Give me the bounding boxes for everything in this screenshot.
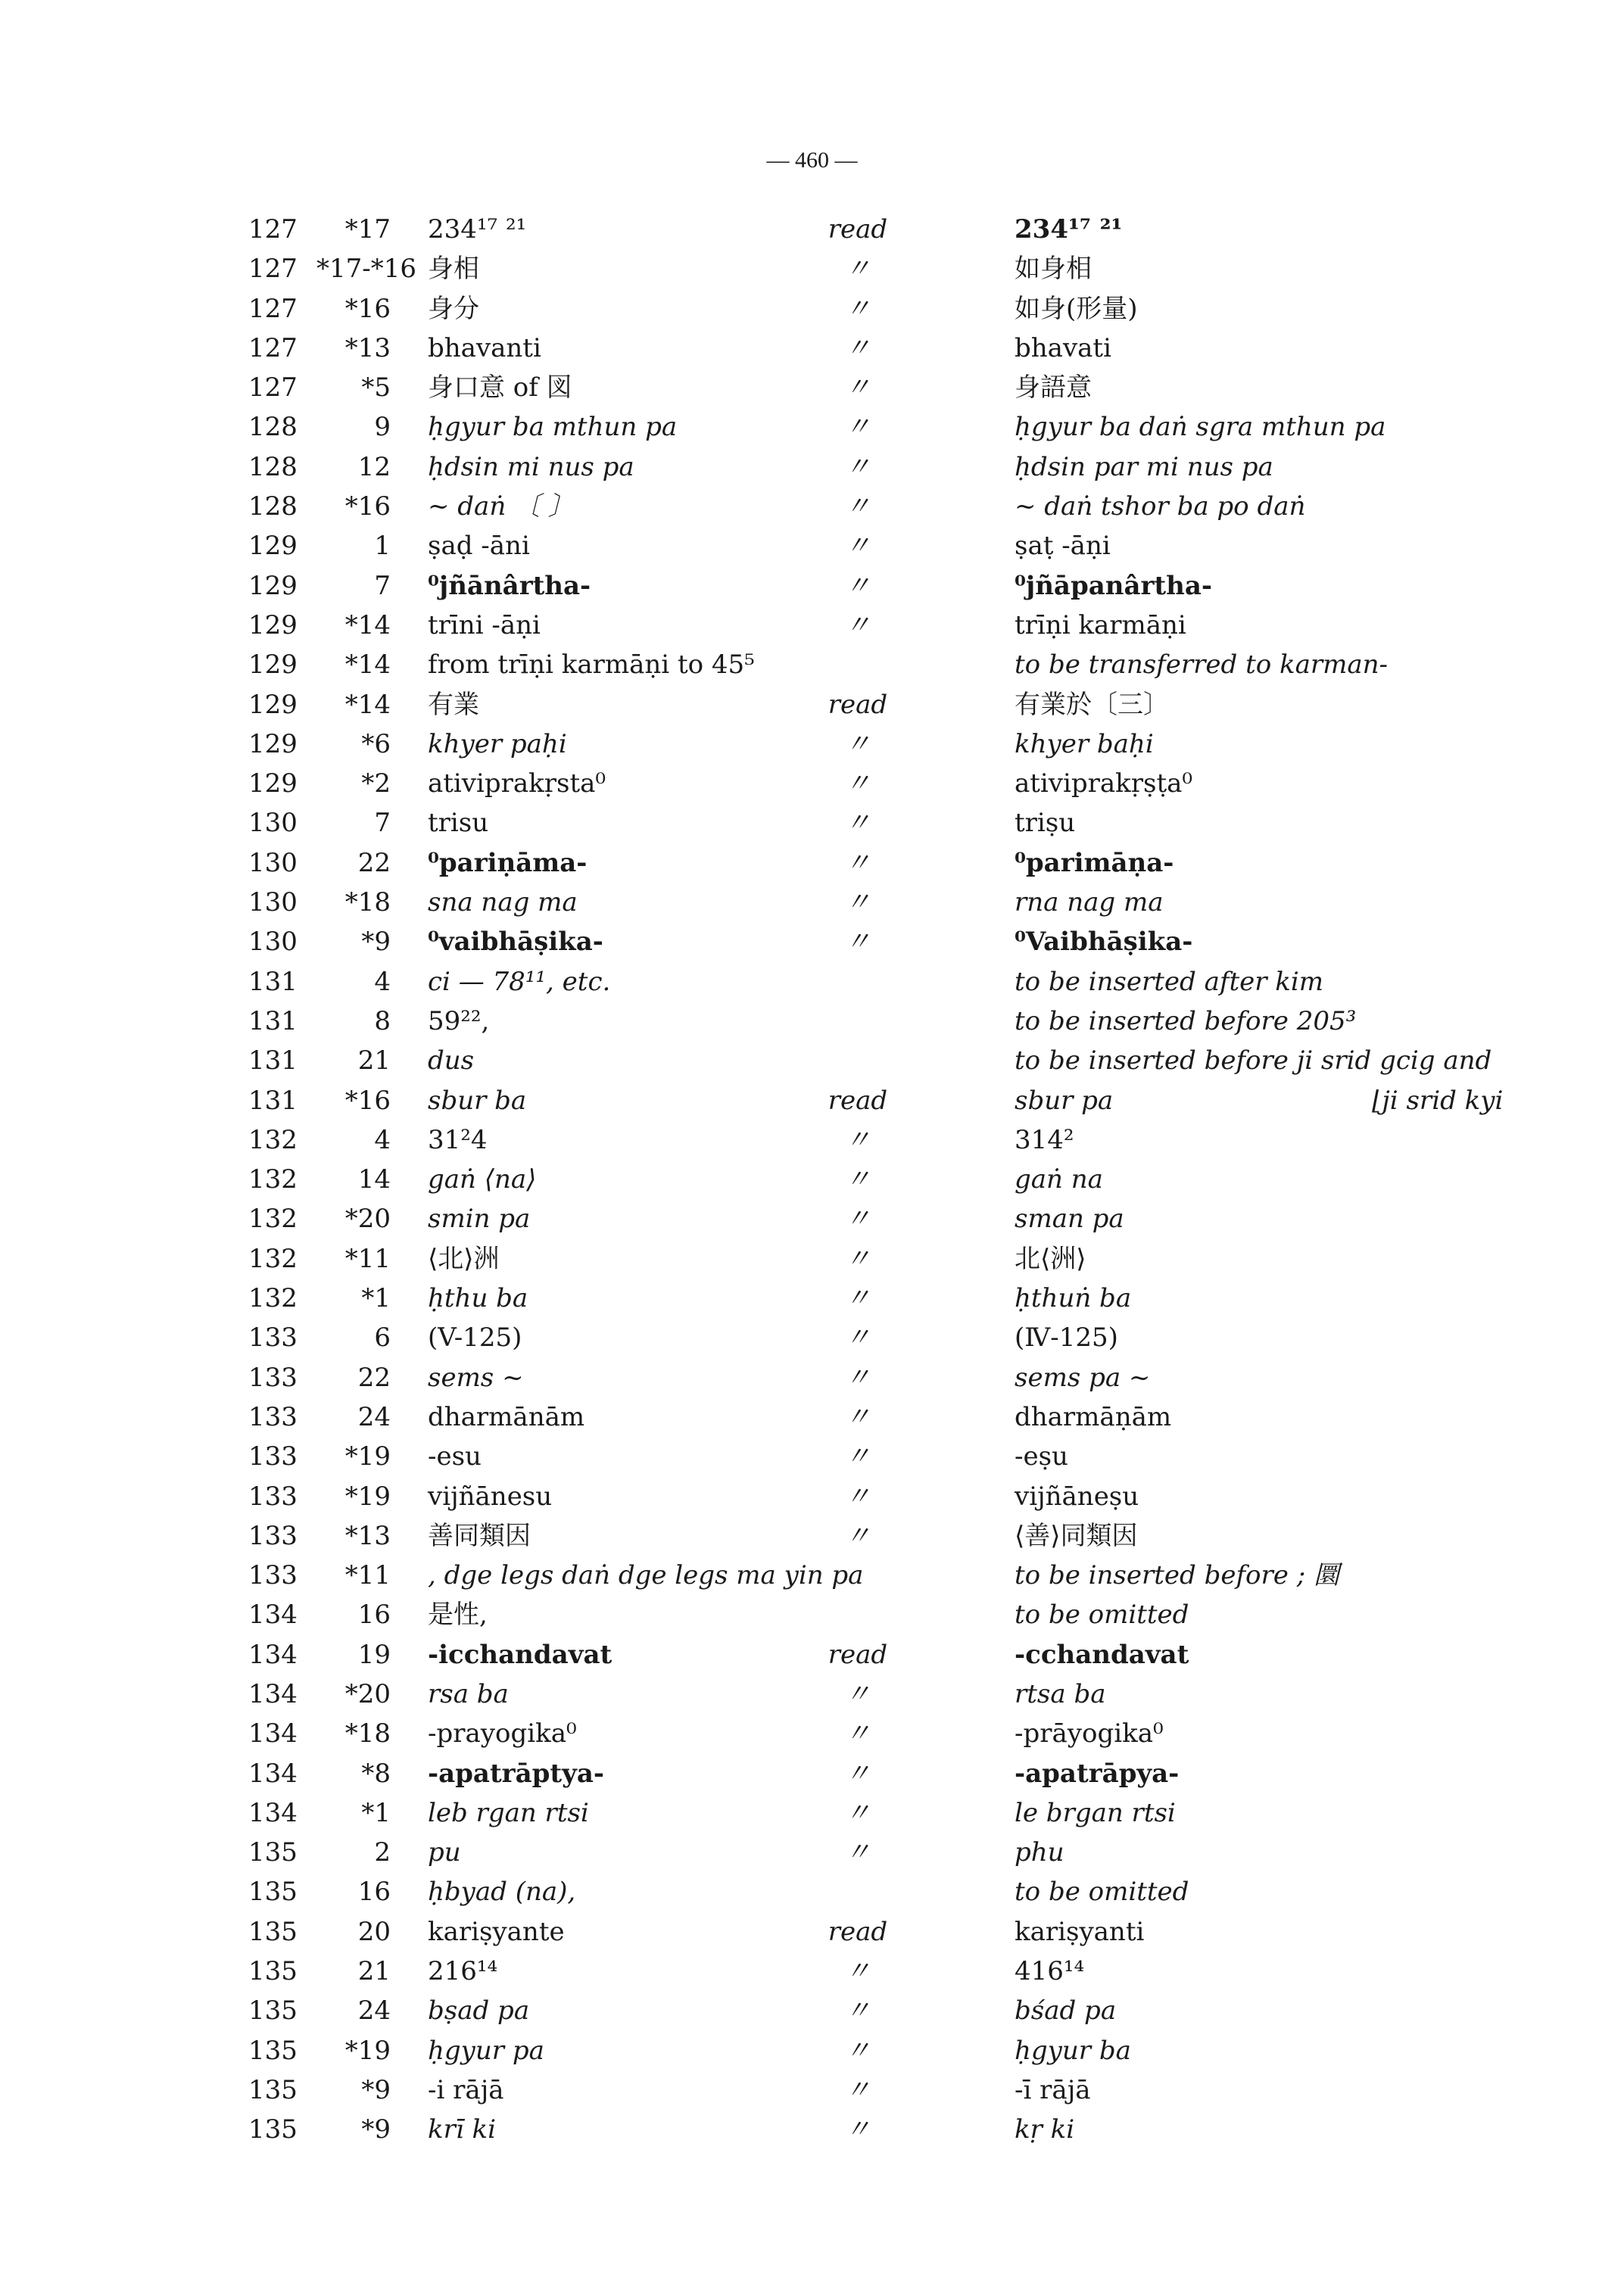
table-row: [0, 1160, 1624, 1199]
line-ref: *16: [344, 293, 391, 324]
wrong-text: krī ki: [428, 2114, 497, 2145]
correct-text: gaṅ na: [1015, 1164, 1103, 1195]
correct-text: to be inserted after kim: [1015, 966, 1323, 997]
line-ref: *2: [361, 768, 391, 799]
line-ref: *1: [361, 1283, 391, 1314]
page-ref: 128: [248, 412, 298, 443]
line-ref: *6: [361, 728, 391, 759]
correct-text: ativiprakṛṣṭa⁰: [1015, 768, 1193, 799]
page-ref: 134: [248, 1797, 298, 1828]
page-number: — 460 —: [766, 148, 858, 173]
wrong-text: ⁰jñānârtha-: [428, 570, 591, 601]
read-marker: 〃: [845, 2035, 871, 2066]
page-ref: 127: [248, 372, 298, 403]
wrong-text: bṣad pa: [428, 1995, 530, 2027]
read-marker: 〃: [845, 2074, 871, 2105]
read-marker: 〃: [845, 808, 871, 839]
table-row: [0, 606, 1624, 645]
table-row: [0, 1833, 1624, 1872]
read-marker: 〃: [845, 570, 871, 601]
wrong-text: ṣaḍ -āni: [428, 531, 530, 562]
page-ref: 135: [248, 1916, 298, 1947]
table-row: [0, 1002, 1624, 1041]
page-ref: 129: [248, 650, 298, 681]
read-marker: read: [828, 1639, 888, 1670]
page-ref: 129: [248, 609, 298, 640]
wrong-text: smin pa: [428, 1204, 531, 1235]
page-ref: 135: [248, 1956, 298, 1987]
line-ref: 21: [357, 1956, 391, 1987]
correct-text: trīṇi karmāṇi: [1015, 609, 1186, 640]
wrong-text: from trīṇi karmāṇi to 45⁵: [428, 650, 755, 681]
correct-text: ⁰parimāṇa-: [1015, 847, 1174, 878]
correct-text: le brgan rtsi: [1015, 1797, 1176, 1828]
table-row: [0, 210, 1624, 249]
correct-text: ṣaṭ -āṇi: [1015, 531, 1111, 562]
page-ref: 132: [248, 1243, 298, 1274]
wrong-text: sna nag ma: [428, 887, 578, 918]
line-ref: 16: [357, 1600, 391, 1631]
page-ref: 133: [248, 1401, 298, 1432]
page-ref: 131: [248, 1085, 298, 1116]
page-ref: 130: [248, 927, 298, 958]
line-ref: 19: [357, 1639, 391, 1670]
continuation-note: ⌊ji srid kyi: [1372, 1085, 1504, 1116]
page-ref: 132: [248, 1164, 298, 1195]
table-row: [0, 1556, 1624, 1595]
read-marker: 〃: [845, 531, 871, 562]
table-row: [0, 685, 1624, 724]
correct-text: to be inserted before ji srid gcig and: [1015, 1045, 1492, 1076]
line-ref: *16: [344, 1085, 391, 1116]
read-marker: 〃: [845, 887, 871, 918]
line-ref: 22: [357, 1362, 391, 1393]
correct-text: ḥthuṅ ba: [1015, 1283, 1132, 1314]
table-row: [0, 645, 1624, 684]
read-marker: 〃: [845, 491, 871, 522]
wrong-text: ⁰pariṇāma-: [428, 847, 588, 878]
line-ref: *9: [361, 2114, 391, 2145]
correct-text: 身語意: [1015, 372, 1092, 403]
line-ref: 14: [357, 1164, 391, 1195]
table-row: [0, 1991, 1624, 2030]
wrong-text: dharmānām: [428, 1401, 585, 1432]
read-marker: 〃: [845, 254, 871, 285]
page-ref: 129: [248, 728, 298, 759]
read-marker: 〃: [845, 1797, 871, 1828]
table-row: [0, 1279, 1624, 1318]
correct-text: rtsa ba: [1015, 1678, 1106, 1709]
wrong-text: khyer paḥi: [428, 728, 567, 759]
table-row: [0, 1675, 1624, 1714]
read-marker: 〃: [845, 847, 871, 878]
page-ref: 129: [248, 768, 298, 799]
table-row: [0, 1041, 1624, 1080]
table-row: [0, 407, 1624, 447]
read-marker: 〃: [845, 609, 871, 640]
read-marker: 〃: [845, 1678, 871, 1709]
line-ref: 4: [374, 966, 391, 997]
wrong-text: 59²²,: [428, 1005, 490, 1036]
correct-text: to be inserted before ; 圜: [1015, 1560, 1339, 1591]
line-ref: 24: [357, 1401, 391, 1432]
correct-text: 314²: [1015, 1124, 1074, 1155]
page-ref: 127: [248, 214, 298, 245]
page-ref: 129: [248, 689, 298, 720]
read-marker: 〃: [845, 1837, 871, 1868]
page-ref: 131: [248, 1045, 298, 1076]
wrong-text: ḥgyur ba mthun pa: [428, 412, 678, 443]
correct-text: 有業於〔三〕: [1015, 689, 1169, 720]
read-marker: 〃: [845, 1204, 871, 1235]
page-ref: 127: [248, 332, 298, 363]
correct-text: -apatrāpya-: [1015, 1758, 1180, 1789]
line-ref: *14: [344, 609, 391, 640]
line-ref: *13: [344, 1520, 391, 1551]
table-row: [0, 1477, 1624, 1516]
line-ref: *20: [344, 1204, 391, 1235]
wrong-text: (V-125): [428, 1323, 522, 1354]
page-ref: 131: [248, 1005, 298, 1036]
page-ref: 134: [248, 1718, 298, 1749]
table-row: [0, 1516, 1624, 1556]
page-ref: 131: [248, 966, 298, 997]
table-row: [0, 764, 1624, 803]
table-row: [0, 922, 1624, 961]
page-ref: 129: [248, 531, 298, 562]
wrong-text: gaṅ ⟨na⟩: [428, 1164, 537, 1195]
table-row: [0, 1239, 1624, 1279]
table-row: [0, 329, 1624, 368]
page-ref: 135: [248, 1877, 298, 1908]
line-ref: 7: [374, 808, 391, 839]
table-row: [0, 526, 1624, 565]
correct-text: rna nag ma: [1015, 887, 1164, 918]
wrong-text: ci — 78¹¹, etc.: [428, 966, 611, 997]
line-ref: 8: [374, 1005, 391, 1036]
wrong-text: 31²4: [428, 1124, 488, 1155]
read-marker: 〃: [845, 1362, 871, 1393]
page-ref: 134: [248, 1639, 298, 1670]
table-row: [0, 1595, 1624, 1634]
page-ref: 133: [248, 1481, 298, 1512]
correct-text: bhavati: [1015, 332, 1111, 363]
table-row: [0, 1199, 1624, 1238]
wrong-text: 身分: [428, 293, 479, 324]
read-marker: 〃: [845, 1441, 871, 1472]
correct-text: to be omitted: [1015, 1600, 1189, 1631]
read-marker: 〃: [845, 1243, 871, 1274]
correct-text: phu: [1015, 1837, 1064, 1868]
correct-text: kṛ ki: [1015, 2114, 1075, 2145]
correct-text: ḥgyur ba: [1015, 2035, 1131, 2066]
wrong-text: -icchandavat: [428, 1639, 613, 1670]
read-marker: 〃: [845, 372, 871, 403]
correct-text: triṣu: [1015, 808, 1076, 839]
wrong-text: ⟨北⟩洲: [428, 1243, 500, 1274]
wrong-text: kariṣyante: [428, 1916, 565, 1947]
read-marker: 〃: [845, 1124, 871, 1155]
line-ref: *9: [361, 927, 391, 958]
wrong-text: ḥbyad (na),: [428, 1877, 576, 1908]
table-row: [0, 1397, 1624, 1437]
line-ref: *16: [344, 491, 391, 522]
wrong-text: vijñānesu: [428, 1481, 553, 1512]
table-row: [0, 962, 1624, 1002]
line-ref: 2: [374, 1837, 391, 1868]
page-ref: 132: [248, 1204, 298, 1235]
wrong-text: ḥgyur pa: [428, 2035, 544, 2066]
page-ref: 133: [248, 1323, 298, 1354]
wrong-text: pu: [428, 1837, 461, 1868]
table-row: [0, 566, 1624, 606]
wrong-text: 216¹⁴: [428, 1956, 498, 1987]
line-ref: *5: [361, 372, 391, 403]
line-ref: 16: [357, 1877, 391, 1908]
correct-text: ḥdsin par mi nus pa: [1015, 451, 1273, 482]
table-row: [0, 487, 1624, 526]
correct-text: (Ⅳ-125): [1015, 1323, 1118, 1354]
read-marker: 〃: [845, 1323, 871, 1354]
correct-text: ⁰Vaibhāṣika-: [1015, 927, 1193, 958]
read-marker: read: [828, 689, 888, 720]
correct-text: bśad pa: [1015, 1995, 1117, 2027]
table-row: [0, 724, 1624, 764]
table-row: [0, 1437, 1624, 1476]
page-ref: 134: [248, 1758, 298, 1789]
line-ref: *13: [344, 332, 391, 363]
table-row: [0, 803, 1624, 843]
page-ref: 128: [248, 451, 298, 482]
table-row: [0, 843, 1624, 883]
read-marker: 〃: [845, 1718, 871, 1749]
line-ref: *18: [344, 887, 391, 918]
page-ref: 133: [248, 1362, 298, 1393]
page-ref: 135: [248, 1995, 298, 2027]
page-ref: 135: [248, 2035, 298, 2066]
table-row: [0, 1872, 1624, 1911]
line-ref: 21: [357, 1045, 391, 1076]
table-row: [0, 1318, 1624, 1357]
table-row: [0, 1952, 1624, 1991]
page-ref: 130: [248, 808, 298, 839]
wrong-text: 身口意 of 図: [428, 372, 572, 403]
correct-text: dharmāṇām: [1015, 1401, 1172, 1432]
wrong-text: -prayogika⁰: [428, 1718, 577, 1749]
wrong-text: trisu: [428, 808, 489, 839]
line-ref: 12: [357, 451, 391, 482]
line-ref: 24: [357, 1995, 391, 2027]
read-marker: 〃: [845, 1283, 871, 1314]
table-row: [0, 249, 1624, 288]
line-ref: *19: [344, 1481, 391, 1512]
line-ref: 20: [357, 1916, 391, 1947]
page-ref: 135: [248, 2074, 298, 2105]
table-row: [0, 289, 1624, 329]
wrong-text: ~ daṅ 〔 〕: [428, 491, 574, 522]
wrong-text: dus: [428, 1045, 475, 1076]
correct-text: khyer baḥi: [1015, 728, 1154, 759]
correct-text: 北⟨洲⟩: [1015, 1243, 1086, 1274]
wrong-text: 有業: [428, 689, 479, 720]
wrong-text: -i rājā: [428, 2074, 504, 2105]
line-ref: 7: [374, 570, 391, 601]
line-ref: *8: [361, 1758, 391, 1789]
line-ref: *19: [344, 1441, 391, 1472]
correct-text: 234¹⁷ ²¹: [1015, 214, 1123, 245]
correct-text: sman pa: [1015, 1204, 1124, 1235]
correct-text: -ī rājā: [1015, 2074, 1091, 2105]
wrong-text: ⁰vaibhāṣika-: [428, 927, 603, 958]
read-marker: read: [828, 1085, 888, 1116]
table-row: [0, 1714, 1624, 1753]
read-marker: 〃: [845, 451, 871, 482]
wrong-text: bhavanti: [428, 332, 541, 363]
table-row: [0, 1081, 1624, 1120]
line-ref: *17-*16: [316, 254, 417, 285]
line-ref: 9: [374, 412, 391, 443]
page-ref: 133: [248, 1560, 298, 1591]
correct-text: ḥgyur ba daṅ sgra mthun pa: [1015, 412, 1386, 443]
page-ref: 134: [248, 1678, 298, 1709]
line-ref: *1: [361, 1797, 391, 1828]
wrong-text: 是性,: [428, 1600, 488, 1631]
read-marker: read: [828, 1916, 888, 1947]
line-ref: *17: [344, 214, 391, 245]
wrong-text: leb rgan rtsi: [428, 1797, 589, 1828]
correct-text: to be omitted: [1015, 1877, 1189, 1908]
line-ref: 6: [374, 1323, 391, 1354]
correct-text: sems pa ~: [1015, 1362, 1151, 1393]
correct-text: ⁰jñāpanârtha-: [1015, 570, 1212, 601]
correct-text: ⟨善⟩同類因: [1015, 1520, 1138, 1551]
table-row: [0, 1635, 1624, 1675]
page-ref: 132: [248, 1124, 298, 1155]
wrong-text: ḥthu ba: [428, 1283, 528, 1314]
table-row: [0, 447, 1624, 487]
read-marker: 〃: [845, 1758, 871, 1789]
table-row: [0, 368, 1624, 407]
table-row: [0, 883, 1624, 922]
page-ref: 129: [248, 570, 298, 601]
page-ref: 133: [248, 1441, 298, 1472]
read-marker: 〃: [845, 768, 871, 799]
correct-text: to be transferred to karman-: [1015, 650, 1389, 681]
read-marker: 〃: [845, 412, 871, 443]
read-marker: 〃: [845, 1520, 871, 1551]
table-row: [0, 1120, 1624, 1160]
page-ref: 135: [248, 1837, 298, 1868]
wrong-text: trīni -āṇi: [428, 609, 541, 640]
line-ref: *11: [344, 1560, 391, 1591]
correct-text: -prāyogika⁰: [1015, 1718, 1164, 1749]
line-ref: *11: [344, 1243, 391, 1274]
line-ref: *9: [361, 2074, 391, 2105]
line-ref: *19: [344, 2035, 391, 2066]
read-marker: 〃: [845, 1164, 871, 1195]
correct-text: sbur pa: [1015, 1085, 1114, 1116]
correct-text: vijñāneṣu: [1015, 1481, 1139, 1512]
read-marker: 〃: [845, 1956, 871, 1987]
correct-text: -cchandavat: [1015, 1639, 1189, 1670]
wrong-text: , dge legs daṅ dge legs ma yin pa: [428, 1560, 864, 1591]
wrong-text: -esu: [428, 1441, 482, 1472]
page-ref: 127: [248, 254, 298, 285]
page-ref: 130: [248, 847, 298, 878]
page-ref: 127: [248, 293, 298, 324]
table-row: [0, 2110, 1624, 2149]
errata-table: [0, 210, 1624, 2150]
line-ref: *14: [344, 650, 391, 681]
table-row: [0, 1793, 1624, 1833]
read-marker: 〃: [845, 2114, 871, 2145]
read-marker: 〃: [845, 332, 871, 363]
wrong-text: 善同類因: [428, 1520, 531, 1551]
wrong-text: 234¹⁷ ²¹: [428, 214, 527, 245]
wrong-text: ḥdsin mi nus pa: [428, 451, 634, 482]
line-ref: 22: [357, 847, 391, 878]
read-marker: 〃: [845, 728, 871, 759]
read-marker: 〃: [845, 927, 871, 958]
line-ref: *20: [344, 1678, 391, 1709]
correct-text: 416¹⁴: [1015, 1956, 1085, 1987]
page-ref: 128: [248, 491, 298, 522]
table-row: [0, 1358, 1624, 1397]
line-ref: 1: [374, 531, 391, 562]
page-ref: 133: [248, 1520, 298, 1551]
correct-text: -eṣu: [1015, 1441, 1068, 1472]
read-marker: 〃: [845, 1995, 871, 2027]
wrong-text: 身相: [428, 254, 479, 285]
wrong-text: ativiprakṛsta⁰: [428, 768, 606, 799]
page-ref: 134: [248, 1600, 298, 1631]
wrong-text: rsa ba: [428, 1678, 509, 1709]
page-ref: 132: [248, 1283, 298, 1314]
page-ref: 130: [248, 887, 298, 918]
correct-text: kariṣyanti: [1015, 1916, 1145, 1947]
correct-text: 如身相: [1015, 254, 1092, 285]
page-ref: 135: [248, 2114, 298, 2145]
read-marker: 〃: [845, 293, 871, 324]
table-row: [0, 2070, 1624, 2110]
read-marker: 〃: [845, 1401, 871, 1432]
read-marker: 〃: [845, 1481, 871, 1512]
correct-text: ~ daṅ tshor ba po daṅ: [1015, 491, 1306, 522]
wrong-text: -apatrāptya-: [428, 1758, 604, 1789]
table-row: [0, 2031, 1624, 2070]
wrong-text: sems ~: [428, 1362, 524, 1393]
wrong-text: sbur ba: [428, 1085, 527, 1116]
line-ref: *18: [344, 1718, 391, 1749]
line-ref: *14: [344, 689, 391, 720]
correct-text: to be inserted before 205³: [1015, 1005, 1357, 1036]
read-marker: read: [828, 214, 888, 245]
correct-text: 如身(形量): [1015, 293, 1138, 324]
table-row: [0, 1912, 1624, 1952]
table-row: [0, 1754, 1624, 1793]
line-ref: 4: [374, 1124, 391, 1155]
